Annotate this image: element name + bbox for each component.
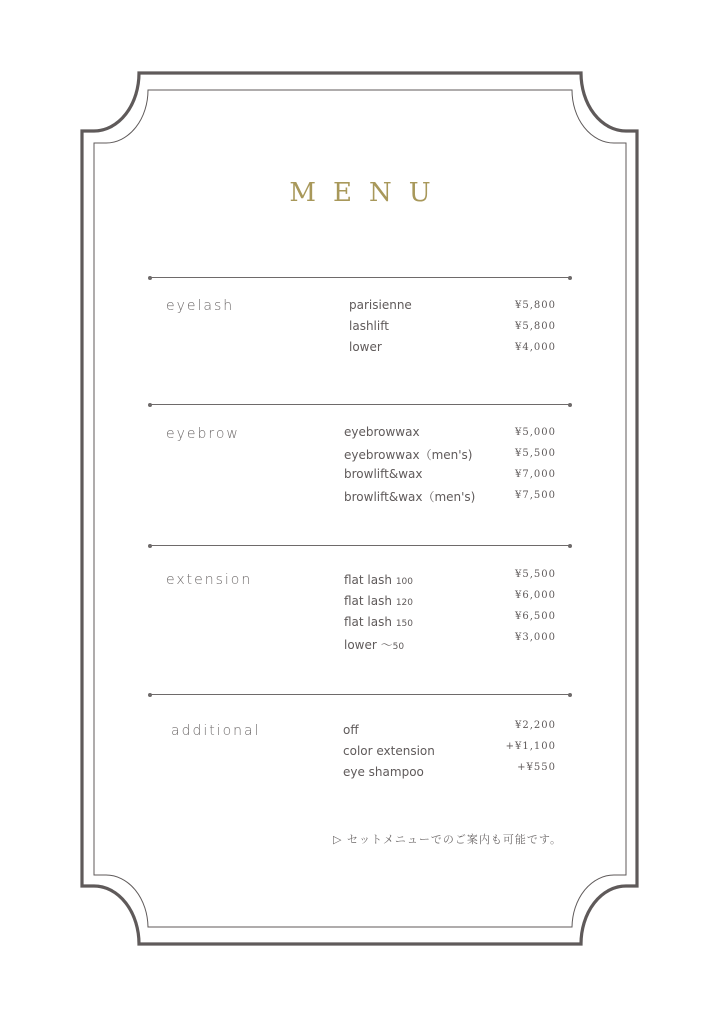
menu-item-price: +¥550 [517, 762, 556, 773]
menu-item-price: ¥7,000 [515, 469, 556, 480]
menu-item-price: ¥6,500 [515, 611, 556, 622]
menu-item-price: ¥3,000 [515, 632, 556, 643]
menu-item-name: lower [349, 340, 382, 354]
section-divider [150, 545, 570, 546]
section-divider [150, 404, 570, 405]
menu-item-name: lower 〜50 [344, 638, 405, 652]
menu-item-price: ¥6,000 [515, 590, 556, 601]
menu-item-price: ¥5,800 [515, 321, 556, 332]
category-eyebrow: eyebrow [166, 426, 240, 442]
menu-item-name: flat lash 120 [344, 594, 413, 608]
menu-item-name: color extension [343, 744, 435, 758]
menu-item-name: browlift&wax（men's) [344, 490, 476, 504]
menu-title: MENU [289, 178, 448, 208]
section-divider [150, 694, 570, 695]
menu-item-name: lashlift [349, 319, 389, 333]
menu-item-price: ¥7,500 [515, 490, 556, 501]
menu-item-name: parisienne [349, 298, 412, 312]
menu-item-price: +¥1,100 [505, 741, 556, 752]
category-additional: additional [171, 723, 261, 739]
menu-item-name: eye shampoo [343, 765, 424, 779]
menu-item-price: ¥4,000 [515, 342, 556, 353]
category-extension: extension [166, 572, 253, 588]
menu-item-price: ¥5,500 [515, 448, 556, 459]
set-menu-note: ▷ セットメニューでのご案内も可能です。 [333, 833, 562, 846]
menu-item-name: eyebrowwax [344, 425, 420, 439]
menu-item-name: off [343, 723, 359, 737]
menu-item-price: ¥2,200 [515, 720, 556, 731]
category-eyelash: eyelash [166, 298, 235, 314]
menu-item-name: flat lash 100 [344, 573, 413, 587]
menu-item-price: ¥5,500 [515, 569, 556, 580]
section-divider [150, 277, 570, 278]
menu-item-name: eyebrowwax（men's) [344, 448, 473, 462]
menu-item-name: browlift&wax [344, 467, 423, 481]
menu-item-name: flat lash 150 [344, 615, 413, 629]
menu-item-price: ¥5,800 [515, 300, 556, 311]
menu-item-price: ¥5,000 [515, 427, 556, 438]
